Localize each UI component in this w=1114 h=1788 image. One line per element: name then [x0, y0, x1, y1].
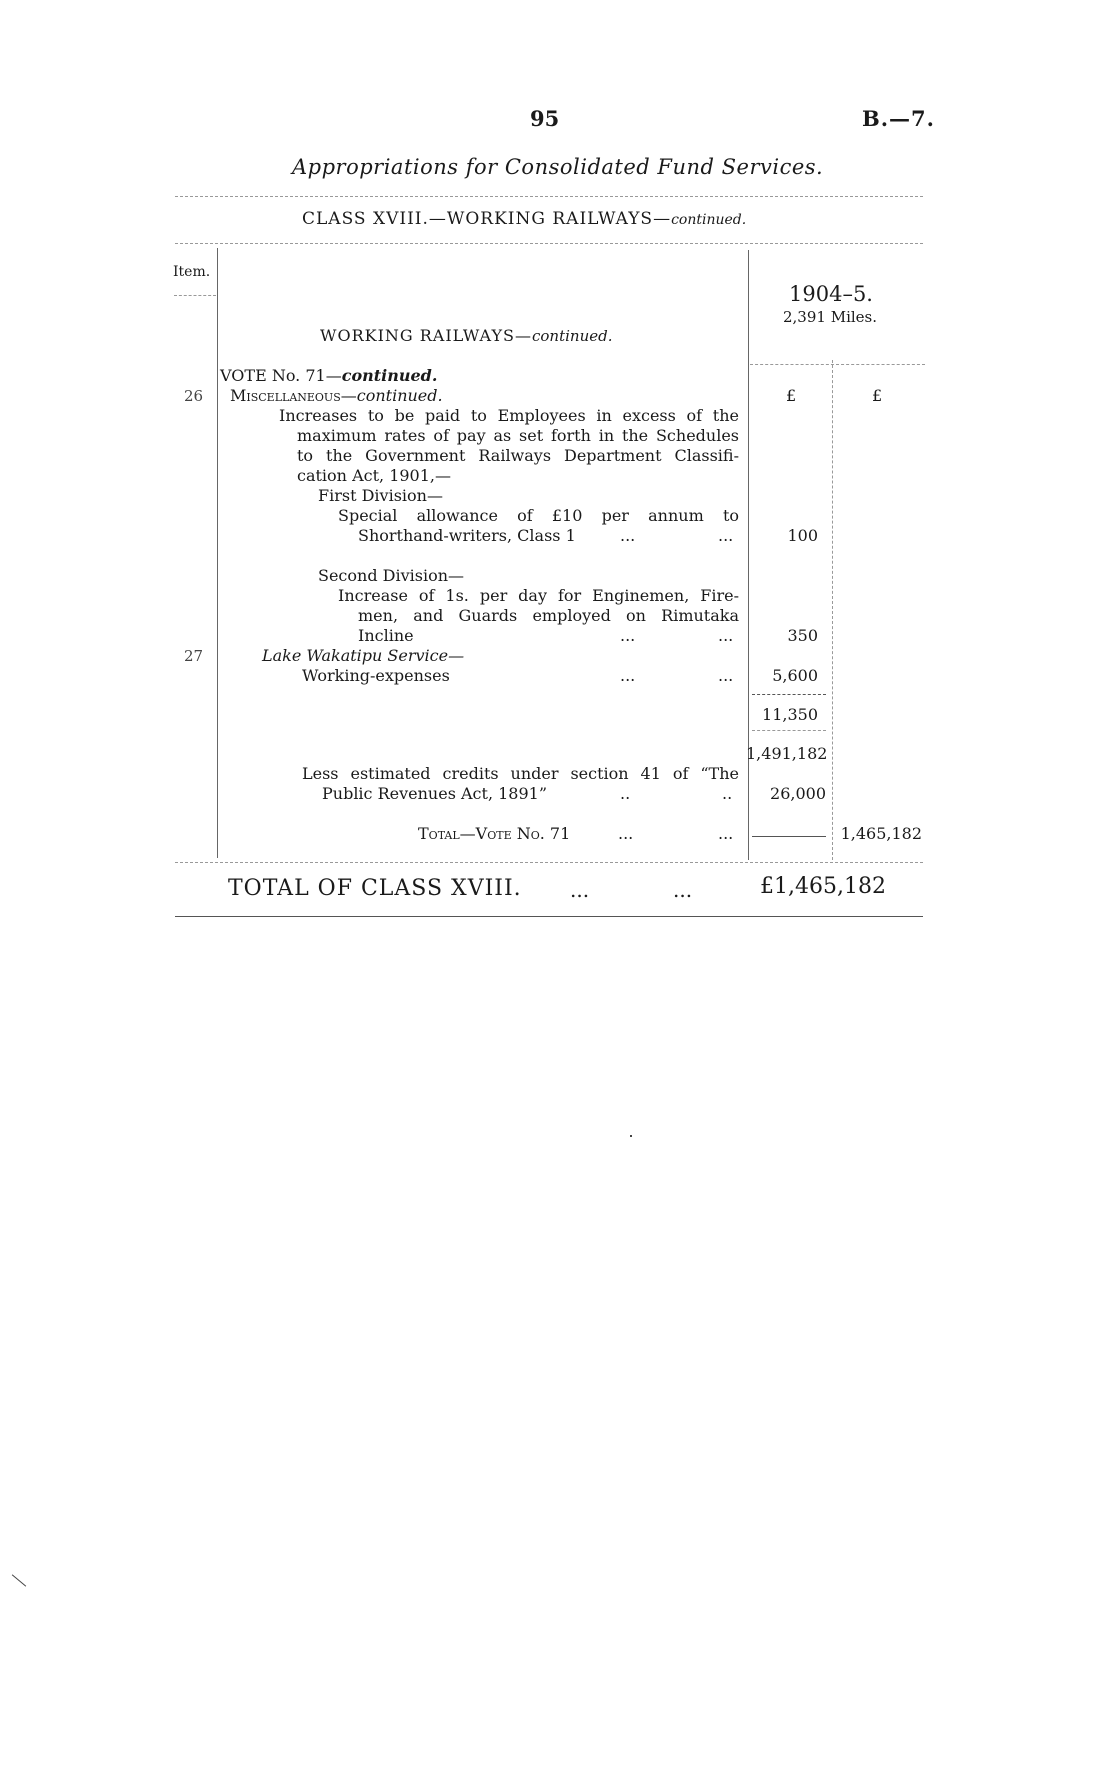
increase-line-3: Incline [358, 626, 414, 645]
increase-line-1: Increase of 1s. per day for Enginemen, Fire- [338, 586, 739, 605]
section-heading-suffix: continued. [531, 327, 613, 345]
lake-wakatipu-label: Lake Wakatipu Service— [262, 646, 465, 665]
less-credits-line-2: Public Revenues Act, 1891” [322, 784, 548, 803]
grand-total-bottom-rule [175, 916, 923, 917]
increase-amount: 350 [787, 626, 818, 645]
class-heading-text: CLASS XVIII.—WORKING RAILWAYS— [302, 209, 672, 229]
table-top-rule [175, 243, 923, 244]
less-credits-line-1: Less estimated credits under section 41 of “The [302, 764, 739, 783]
scan-mark [12, 1574, 26, 1586]
leader-dots: ... [718, 824, 734, 843]
working-expenses-amount: 5,600 [772, 666, 818, 685]
currency-symbol-2: £ [872, 386, 883, 405]
item-column-rule [217, 248, 218, 858]
currency-symbol-1: £ [786, 386, 797, 405]
leader-dots: ... [618, 824, 634, 843]
scan-mark [630, 1135, 632, 1137]
miles-header: 2,391 Miles. [783, 308, 878, 326]
grand-total-amount: £1,465,182 [760, 874, 886, 899]
increases-line-3: to the Government Railways Department Classifi- [297, 446, 739, 465]
item-number-26: 26 [184, 387, 204, 405]
first-division-label: First Division— [318, 486, 443, 505]
increase-line-2: men, and Guards employed on Rimutaka [358, 606, 739, 625]
amount-column-rule-1 [748, 250, 749, 860]
item-column-header: Item. [173, 264, 211, 280]
increases-line-1: Increases to be paid to Employees in excess of the [279, 406, 739, 425]
special-allowance-line-2: Shorthand-writers, Class 1 [358, 526, 576, 545]
vote-total-text: Total—Vote No. 71 [418, 824, 571, 843]
gross-rule [752, 730, 826, 731]
leader-dots: ... [718, 626, 734, 645]
page-title: Appropriations for Consolidated Fund Services. [292, 155, 824, 179]
leader-dots: ... [673, 878, 693, 902]
section-heading [320, 326, 612, 345]
grand-total-label: TOTAL OF CLASS XVIII. [228, 876, 522, 901]
page-number: 95 [530, 106, 560, 131]
vote-total-rule [752, 836, 826, 837]
class-heading [302, 209, 746, 229]
leader-dots: ... [620, 626, 636, 645]
vote-label-text: VOTE No. 71— [220, 366, 342, 385]
leader-dots: ... [620, 526, 636, 545]
item-header-rule [174, 295, 216, 296]
vote-total-label [418, 824, 570, 843]
credits-amount: 26,000 [770, 784, 826, 803]
miscellaneous-suffix: continued. [356, 386, 443, 405]
leader-dots: .. [722, 784, 733, 803]
leader-dots: ... [718, 526, 734, 545]
grand-total-top-rule [175, 862, 923, 863]
second-division-label: Second Division— [318, 566, 465, 585]
miscellaneous-label [230, 386, 443, 405]
vote-total-amount: 1,465,182 [840, 824, 922, 843]
year-header-rule [750, 364, 925, 365]
section-heading-text: WORKING RAILWAYS— [320, 326, 532, 345]
title-rule [175, 196, 923, 197]
special-allowance-amount: 100 [787, 526, 818, 545]
vote-label-suffix: continued. [341, 366, 438, 385]
leader-dots: ... [718, 666, 734, 685]
special-allowance-line-1: Special allowance of £10 per annum to [338, 506, 739, 525]
leader-dots: .. [620, 784, 631, 803]
gross-amount: 1,491,182 [746, 744, 828, 763]
subtotal-amount: 11,350 [762, 705, 818, 724]
miscellaneous-text: Miscellaneous— [230, 386, 357, 405]
subtotal-rule [752, 694, 826, 695]
year-header: 1904–5. [789, 282, 873, 306]
class-heading-suffix: continued. [671, 212, 747, 228]
vote-label [220, 366, 437, 385]
working-expenses-label: Working-expenses [302, 666, 450, 685]
leader-dots: ... [570, 878, 590, 902]
amount-column-rule-2 [832, 360, 833, 860]
increases-line-4: cation Act, 1901,— [297, 466, 451, 485]
document-code: B.—7. [862, 106, 935, 131]
leader-dots: ... [620, 666, 636, 685]
item-number-27: 27 [184, 647, 204, 665]
increases-line-2: maximum rates of pay as set forth in the Schedules [297, 426, 739, 445]
